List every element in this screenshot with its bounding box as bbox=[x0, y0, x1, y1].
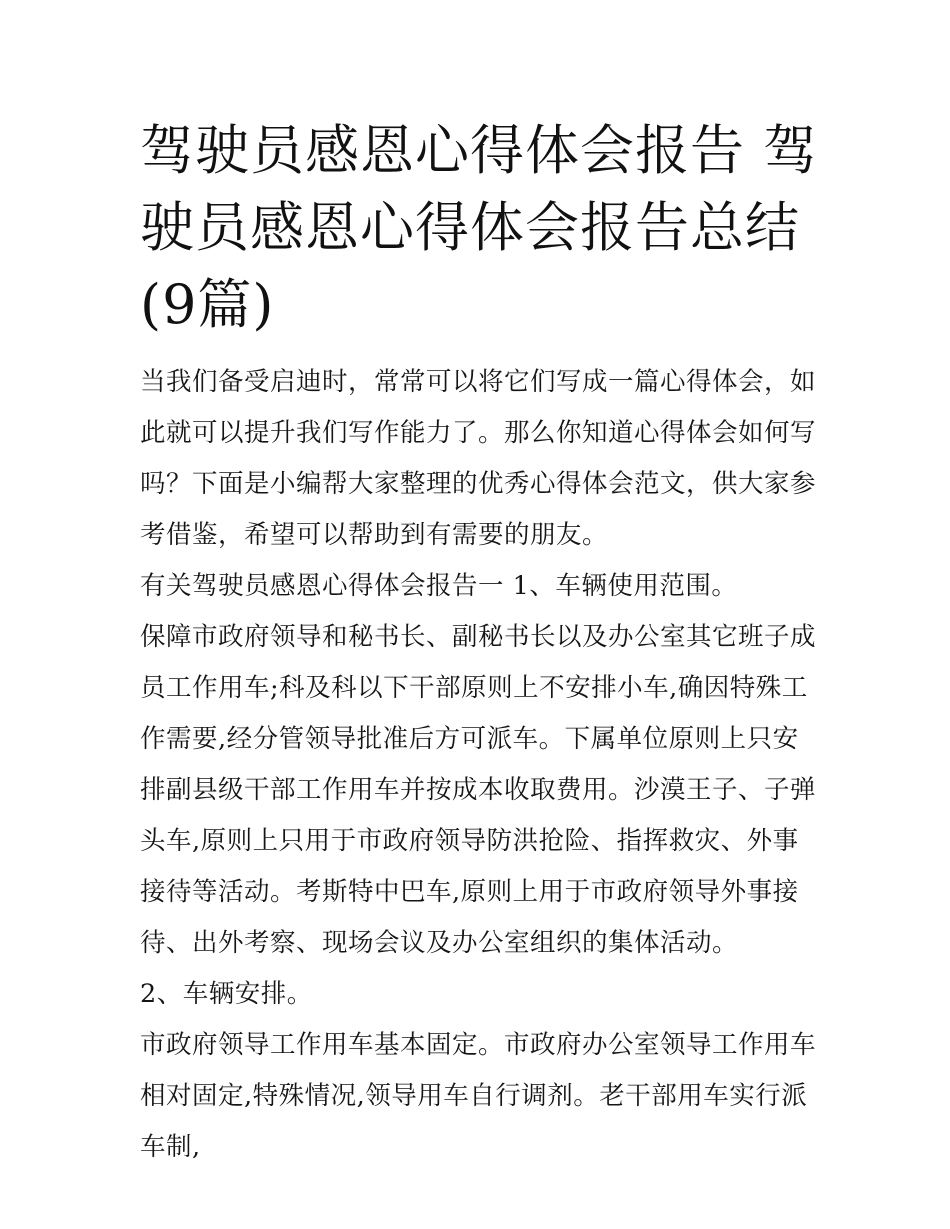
vehicle-arrangement-paragraph: 市政府领导工作用车基本固定。市政府办公室领导工作用车相对固定,特殊情况,领导用车自行调剂。老干部用车实行派车制, bbox=[140, 1030, 817, 1162]
vehicle-usage-paragraph: 保障市政府领导和秘书长、副秘书长以及办公室其它班子成员工作用车;科及科以下干部原则上不安排小车,确因特殊工作需要,经分管领导批准后方可派车。下属单位原则上只安排副县级干部工作用车并按成本收取费用。沙漠王子、子弹头车,原则上只用于市政府领导防洪抢险、指挥救灾、外事接待等活动。考斯特中巴车,原则上用于市政府领导外事接待、出外考察、现场会议及办公室组织的集体活动。 bbox=[140, 622, 817, 958]
section-heading-2: 2、车辆安排。 bbox=[140, 979, 313, 1009]
document-page bbox=[140, 112, 820, 1173]
document-title: 驾驶员感恩心得体会报告 驾驶员感恩心得体会报告总结(9篇) bbox=[140, 119, 819, 336]
section-heading-1: 有关驾驶员感恩心得体会报告一 1、车辆使用范围。 bbox=[140, 571, 738, 601]
intro-paragraph: 当我们备受启迪时，常常可以将它们写成一篇心得体会，如此就可以提升我们写作能力了。那么你知道心得体会如何写吗？下面是小编帮大家整理的优秀心得体会范文，供大家参考借鉴，希望可以帮助到有需要的朋友。 bbox=[140, 367, 817, 550]
document-body bbox=[140, 357, 820, 1173]
